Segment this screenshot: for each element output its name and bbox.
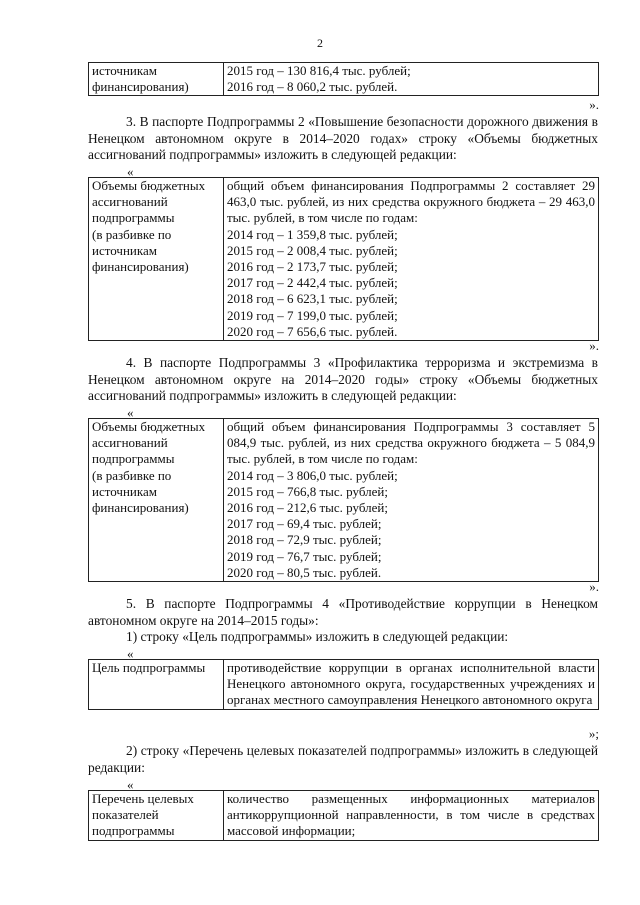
cell-line: источникам bbox=[92, 242, 157, 258]
table-row bbox=[89, 419, 599, 582]
paragraph-item-5: 5. В паспорте Подпрограммы 4 «Противодействие коррупции в Ненецком автономном округе на 2014–2015 годы»: bbox=[88, 596, 598, 628]
cell-intro: общий объем финансирования Подпрограммы 3 составляет 5 084,9 тыс. рублей, из них средства окружного бюджета – 5 084,9 тыс. рублей, в том числе по годам: bbox=[227, 419, 595, 467]
cell-line: (в разбивке по bbox=[92, 226, 172, 242]
table-cell-left bbox=[89, 791, 224, 841]
cell-line: Перечень целевых bbox=[92, 791, 194, 806]
cell-line: ассигнований bbox=[92, 194, 168, 210]
cell-line: источникам bbox=[92, 63, 157, 78]
table-cell-right bbox=[224, 63, 599, 96]
table-budget-subprogram-2 bbox=[88, 177, 599, 341]
cell-line: ассигнований bbox=[92, 435, 168, 451]
year-line: 2020 год – 80,5 тыс. рублей. bbox=[227, 564, 382, 580]
table-row bbox=[89, 178, 599, 341]
year-line: 2017 год – 69,4 тыс. рублей; bbox=[227, 516, 382, 532]
year-line: 2019 год – 76,7 тыс. рублей; bbox=[227, 548, 382, 564]
closing-quote: »; bbox=[588, 726, 599, 741]
table-cell-left bbox=[89, 178, 224, 341]
table-cell-left bbox=[89, 63, 224, 96]
table-goal-subprogram-4 bbox=[88, 659, 599, 710]
table-cell-left: Цель подпрограммы bbox=[89, 660, 224, 710]
table-cell-left bbox=[89, 419, 224, 582]
year-line: 2014 год – 1 359,8 тыс. рублей; bbox=[227, 226, 398, 242]
cell-line: 2016 год – 8 060,2 тыс. рублей. bbox=[227, 79, 398, 95]
cell-line: показателей bbox=[92, 807, 159, 823]
table-cell-right: количество размещенных информационных материалов антикоррупционной направленности, в том числе в средствах массовой информации; bbox=[224, 791, 599, 841]
cell-line: подпрограммы bbox=[92, 210, 175, 226]
paragraph-item-4: 4. В паспорте Подпрограммы 3 «Профилактика терроризма и экстремизма в Ненецком автономном округе на 2014–2020 годы» строку «Объемы бюджетных ассигнований подпрограммы» изложить в следующей редакции: bbox=[88, 355, 598, 403]
opening-quote: « bbox=[127, 646, 134, 661]
cell-line: Объемы бюджетных bbox=[92, 178, 206, 193]
table-cell-right: противодействие коррупции в органах исполнительной власти Ненецкого автономного округа, государственных учреждениях и органах местного самоуправления Ненецкого автономного округа bbox=[224, 660, 599, 710]
year-line: 2018 год – 72,9 тыс. рублей; bbox=[227, 532, 382, 548]
year-line: 2019 год – 7 199,0 тыс. рублей; bbox=[227, 307, 398, 323]
cell-line: финансирования) bbox=[92, 259, 189, 275]
table-cell-right bbox=[224, 419, 599, 582]
year-line: 2014 год – 3 806,0 тыс. рублей; bbox=[227, 467, 398, 483]
closing-quote: ». bbox=[589, 338, 599, 353]
closing-quote: ». bbox=[589, 97, 599, 112]
cell-line: подпрограммы bbox=[92, 823, 175, 839]
table-continuation bbox=[88, 62, 599, 96]
opening-quote: « bbox=[127, 777, 134, 792]
cell-line: подпрограммы bbox=[92, 451, 175, 467]
year-line: 2020 год – 7 656,6 тыс. рублей. bbox=[227, 323, 398, 339]
cell-line: (в разбивке по bbox=[92, 467, 172, 483]
cell-line: источникам bbox=[92, 483, 157, 499]
year-line: 2016 год – 212,6 тыс. рублей; bbox=[227, 500, 388, 516]
cell-intro: общий объем финансирования Подпрограммы 2 составляет 29 463,0 тыс. рублей, из них средства окружного бюджета – 29 463,0 тыс. рублей, в том числе по годам: bbox=[227, 178, 595, 226]
table-cell-right bbox=[224, 178, 599, 341]
year-line: 2018 год – 6 623,1 тыс. рублей; bbox=[227, 291, 398, 307]
table-row bbox=[89, 660, 599, 710]
paragraph-item-5-2: 2) строку «Перечень целевых показателей подпрограммы» изложить в следующей редакции: bbox=[88, 743, 598, 775]
cell-line: 2015 год – 130 816,4 тыс. рублей; bbox=[227, 63, 411, 78]
table-indicators-subprogram-4 bbox=[88, 790, 599, 841]
opening-quote: « bbox=[127, 405, 134, 420]
cell-line: финансирования) bbox=[92, 500, 189, 516]
year-line: 2017 год – 2 442,4 тыс. рублей; bbox=[227, 275, 398, 291]
paragraph-item-3: 3. В паспорте Подпрограммы 2 «Повышение безопасности дорожного движения в Ненецком автономном округе в 2014–2020 годах» строку «Объемы бюджетных ассигнований подпрограммы» изложить в следующей редакции: bbox=[88, 114, 598, 162]
table-row bbox=[89, 791, 599, 841]
cell-line: финансирования) bbox=[92, 79, 189, 95]
table-row bbox=[89, 63, 599, 96]
closing-quote: ». bbox=[589, 579, 599, 594]
table-budget-subprogram-3 bbox=[88, 418, 599, 582]
paragraph-item-5-1: 1) строку «Цель подпрограммы» изложить в следующей редакции: bbox=[126, 629, 509, 644]
year-line: 2015 год – 2 008,4 тыс. рублей; bbox=[227, 242, 398, 258]
year-line: 2016 год – 2 173,7 тыс. рублей; bbox=[227, 259, 398, 275]
cell-line: Объемы бюджетных bbox=[92, 419, 206, 434]
opening-quote: « bbox=[127, 164, 134, 179]
year-line: 2015 год – 766,8 тыс. рублей; bbox=[227, 483, 388, 499]
page-number: 2 bbox=[317, 36, 323, 50]
